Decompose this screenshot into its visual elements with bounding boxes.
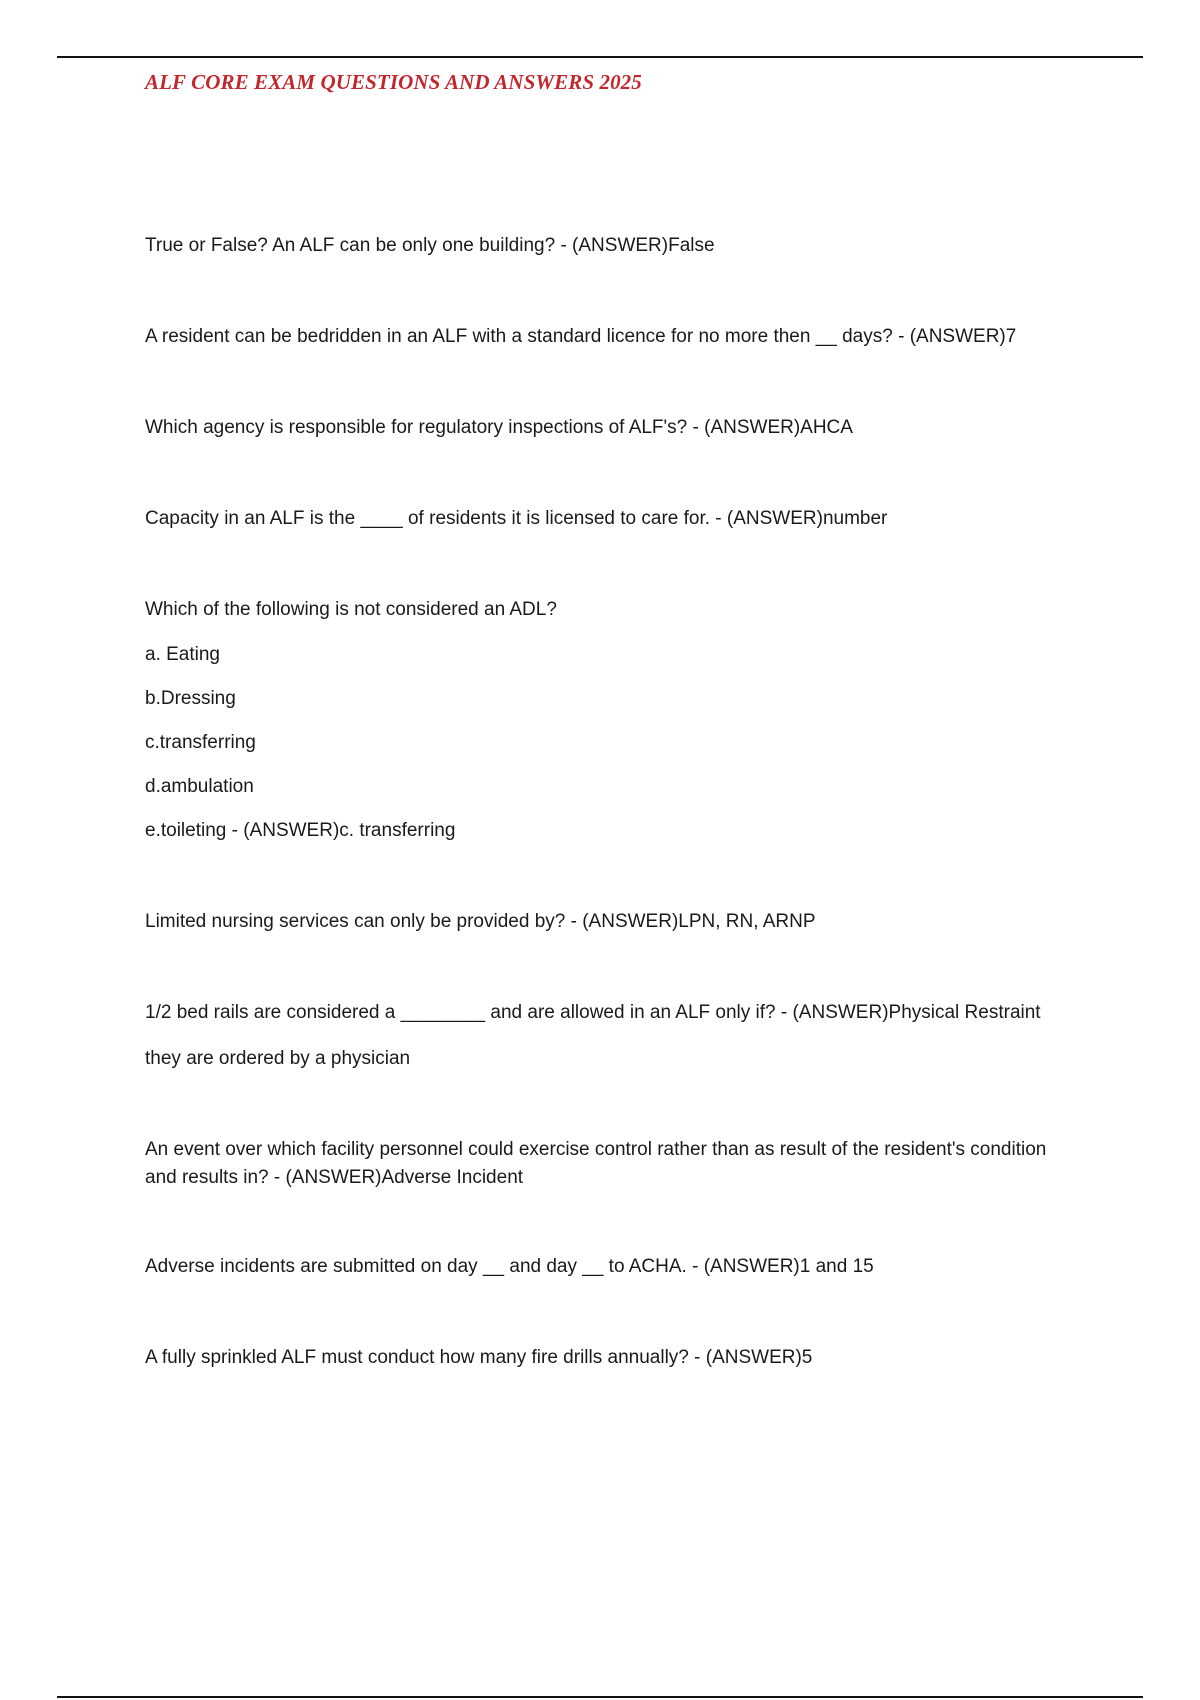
mc-option-e: e.toileting - (ANSWER)c. transferring xyxy=(145,820,456,841)
qa-item-7 xyxy=(145,999,1095,1073)
qa-item-10 xyxy=(145,1344,1095,1372)
document-title: ALF CORE EXAM QUESTIONS AND ANSWERS 2025 xyxy=(145,70,642,94)
qa-text: True or False? An ALF can be only one building? - (ANSWER)False xyxy=(145,235,715,256)
header-rule xyxy=(57,56,1143,58)
qa-text: A resident can be bedridden in an ALF with a standard licence for no more then __ days? - (ANSWER)7 xyxy=(145,326,1017,347)
qa-item-5 xyxy=(145,596,1095,845)
mc-question-text: Which of the following is not considered an ADL? xyxy=(145,599,557,620)
qa-text: An event over which facility personnel could exercise control rather than as result of the resident's condition and results in? - (ANSWER)Adverse Incident xyxy=(145,1139,1047,1188)
mc-option-b: b.Dressing xyxy=(145,688,236,709)
qa-text: Which agency is responsible for regulatory inspections of ALF's? - (ANSWER)AHCA xyxy=(145,417,853,438)
mc-options xyxy=(145,641,1095,845)
qa-continuation: they are ordered by a physician xyxy=(145,1048,411,1069)
qa-item-8 xyxy=(145,1136,1095,1192)
qa-item-4 xyxy=(145,505,1095,533)
qa-text: Adverse incidents are submitted on day __ and day __ to ACHA. - (ANSWER)1 and 15 xyxy=(145,1256,874,1277)
mc-option-c: c.transferring xyxy=(145,732,256,753)
qa-item-9 xyxy=(145,1253,1095,1281)
qa-list xyxy=(145,232,1095,1435)
qa-item-1 xyxy=(145,232,1095,260)
footer-rule xyxy=(57,1696,1143,1698)
qa-text: Capacity in an ALF is the ____ of residents it is licensed to care for. - (ANSWER)number xyxy=(145,508,888,529)
qa-item-2 xyxy=(145,323,1095,351)
mc-option-d: d.ambulation xyxy=(145,776,254,797)
qa-item-6 xyxy=(145,908,1095,936)
qa-item-3 xyxy=(145,414,1095,442)
mc-option-a: a. Eating xyxy=(145,644,220,665)
qa-text: 1/2 bed rails are considered a ________ and are allowed in an ALF only if? - (ANSWER)Physical Restraint xyxy=(145,1002,1041,1023)
qa-text: A fully sprinkled ALF must conduct how many fire drills annually? - (ANSWER)5 xyxy=(145,1347,813,1368)
qa-text: Limited nursing services can only be provided by? - (ANSWER)LPN, RN, ARNP xyxy=(145,911,816,932)
